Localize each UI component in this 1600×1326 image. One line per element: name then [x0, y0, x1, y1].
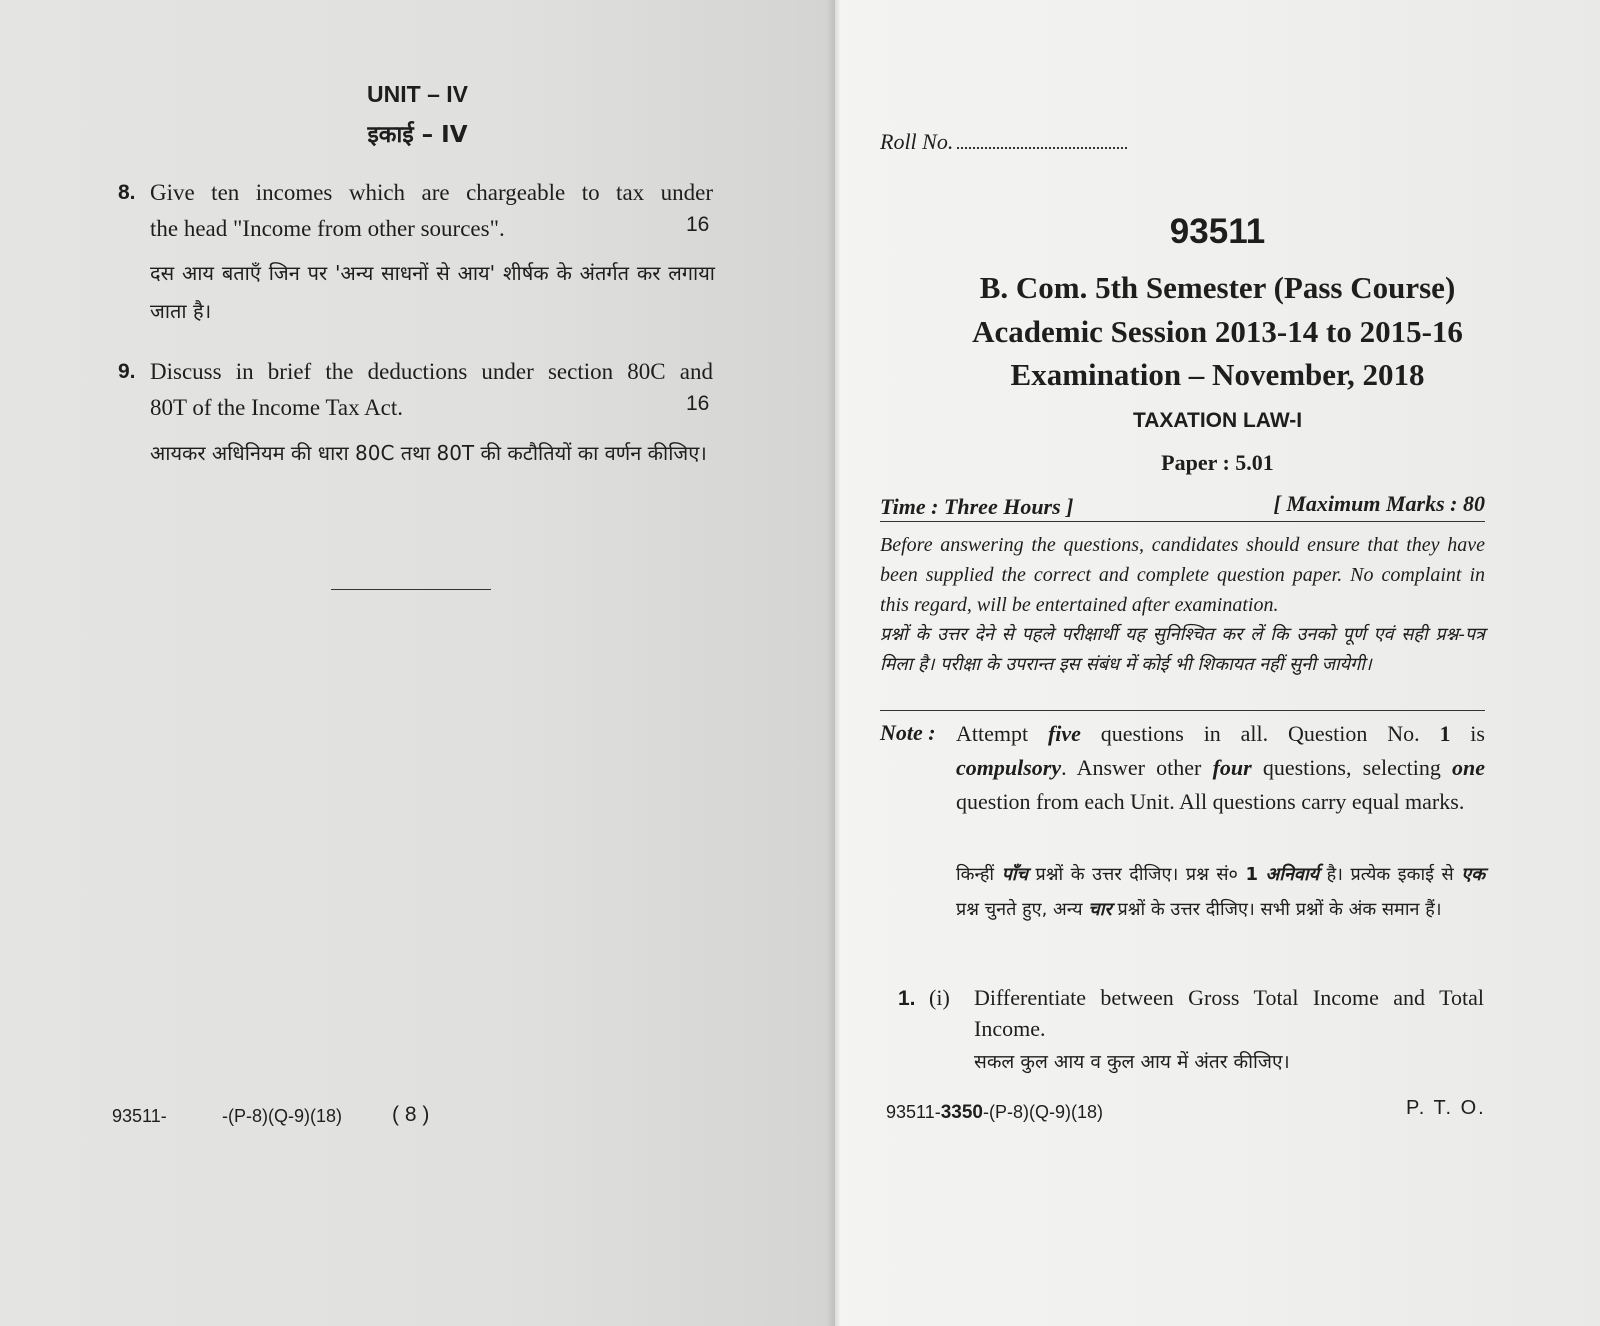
right-footer-ref: -(P-8)(Q-9)(18)	[983, 1102, 1103, 1122]
header-rule-top	[880, 521, 1485, 522]
note-hi-text: प्रश्नों के उत्तर दीजिए। प्रश्न सं०	[1027, 864, 1246, 885]
right-footer-handwritten-code: 3350	[940, 1102, 983, 1123]
question-9-number: 9.	[118, 360, 136, 383]
maximum-marks: [ Maximum Marks : 80	[1273, 491, 1485, 516]
note-en-emph-one: 1	[1439, 721, 1451, 746]
unit-title-hi: इकाई – IV	[367, 122, 468, 148]
roll-number-field	[880, 129, 1127, 155]
left-footer-code: 93511-	[112, 1106, 167, 1126]
question-9-text-line1: Discuss in brief the deductions under section 80C and	[150, 359, 713, 384]
instructions-hindi: प्रश्नों के उत्तर देने से पहले परीक्षार्थी यह सुनिश्चित कर लें कि उनको पूर्ण एवं सही प्रश्न-पत्र मिला है। परीक्षा के उपरान्त इस संबंध में कोई भी शिकायत नहीं सुनी जायेगी।	[880, 624, 1485, 675]
note-hi-text	[1258, 864, 1266, 885]
note-hi-text: है। प्रत्येक इकाई से	[1319, 864, 1462, 885]
note-en-emph-four: four	[1212, 755, 1252, 780]
note-en-text: . Answer other	[1061, 755, 1213, 780]
note-en-emph-five: five	[1047, 721, 1081, 746]
header-rule-bottom	[880, 710, 1485, 711]
end-of-questions-rule	[331, 589, 491, 590]
left-footer-ref: -(P-8)(Q-9)(18)	[222, 1106, 342, 1126]
paper-code: 93511	[1169, 212, 1266, 251]
note-en-text: Attempt	[956, 721, 1048, 746]
time-allowed: Time : Three Hours ]	[880, 494, 1074, 519]
exam-title-line-1: B. Com. 5th Semester (Pass Course)	[979, 270, 1456, 305]
note-en-text: is	[1450, 721, 1485, 746]
question-1-part: (i)	[929, 985, 950, 1010]
exam-title-line-3: Examination – November, 2018	[1010, 357, 1425, 392]
instructions-english: Before answering the questions, candidates should ensure that they have been supplied the correct and complete question paper. No complaint in this regard, will be entertained after examination.	[880, 534, 1485, 616]
note-hi-emph-char: चार	[1088, 899, 1112, 920]
question-8-marks: 16	[686, 213, 710, 236]
unit-title-en: UNIT – IV	[367, 81, 468, 107]
right-page	[835, 0, 1600, 1326]
question-1-text: Differentiate between Gross Total Income and Total Income.	[974, 985, 1484, 1041]
right-footer	[886, 1102, 1103, 1124]
note-label: Note :	[880, 720, 936, 745]
exam-title-line-2: Academic Session 2013-14 to 2015-16	[972, 314, 1463, 349]
note-en-text: question from each Unit. All questions carry equal marks.	[956, 789, 1465, 814]
subject-title: TAXATION LAW-I	[1132, 409, 1303, 432]
note-hi-emph-five: पाँच	[1001, 864, 1028, 885]
right-footer-code: 93511-	[886, 1102, 941, 1122]
question-1-hindi: सकल कुल आय व कुल आय में अंतर कीजिए।	[974, 1051, 1290, 1073]
question-9-text-line2: 80T of the Income Tax Act.	[150, 395, 404, 420]
note-hi-text: किन्हीं	[956, 864, 1002, 885]
question-9-hindi: आयकर अधिनियम की धारा 80C तथा 80T की कटौतियों का वर्णन कीजिए।	[150, 441, 707, 465]
please-turn-over: P. T. O.	[1406, 1097, 1486, 1119]
note-hi-text: प्रश्न चुनते हुए, अन्य	[956, 899, 1089, 920]
book-gutter	[826, 0, 842, 1326]
question-1-number: 1.	[898, 987, 916, 1010]
note-hi-text: प्रश्नों के उत्तर दीजिए। सभी प्रश्नों के अंक समान हैं।	[1111, 899, 1442, 920]
note-en-emph-one-question: one	[1452, 755, 1486, 780]
page-number: ( 8 )	[392, 1103, 430, 1126]
question-8-text-line1: Give ten incomes which are chargeable to tax under	[150, 180, 713, 205]
paper-number: Paper : 5.01	[1161, 450, 1274, 475]
note-english	[956, 717, 1485, 819]
question-8-number: 8.	[118, 181, 136, 204]
note-en-text: questions, selecting	[1251, 755, 1453, 780]
note-hi-emph-compulsory: अनिवार्य	[1265, 864, 1320, 885]
note-en-emph-compulsory: compulsory	[956, 755, 1062, 780]
note-hi-emph-one: 1	[1245, 864, 1258, 885]
question-9-marks: 16	[686, 392, 710, 415]
question-8-hindi: दस आय बताएँ जिन पर 'अन्य साधनों से आय' शीर्षक के अंतर्गत कर लगाया जाता है।	[150, 261, 715, 323]
roll-number-dots	[957, 143, 1127, 149]
question-8-text-line2: the head "Income from other sources".	[150, 216, 505, 241]
roll-number-label: Roll No.	[880, 129, 954, 154]
note-hindi	[956, 857, 1485, 927]
note-en-text: questions in all. Question No.	[1080, 721, 1440, 746]
note-hi-emph-ek: एक	[1461, 864, 1486, 885]
